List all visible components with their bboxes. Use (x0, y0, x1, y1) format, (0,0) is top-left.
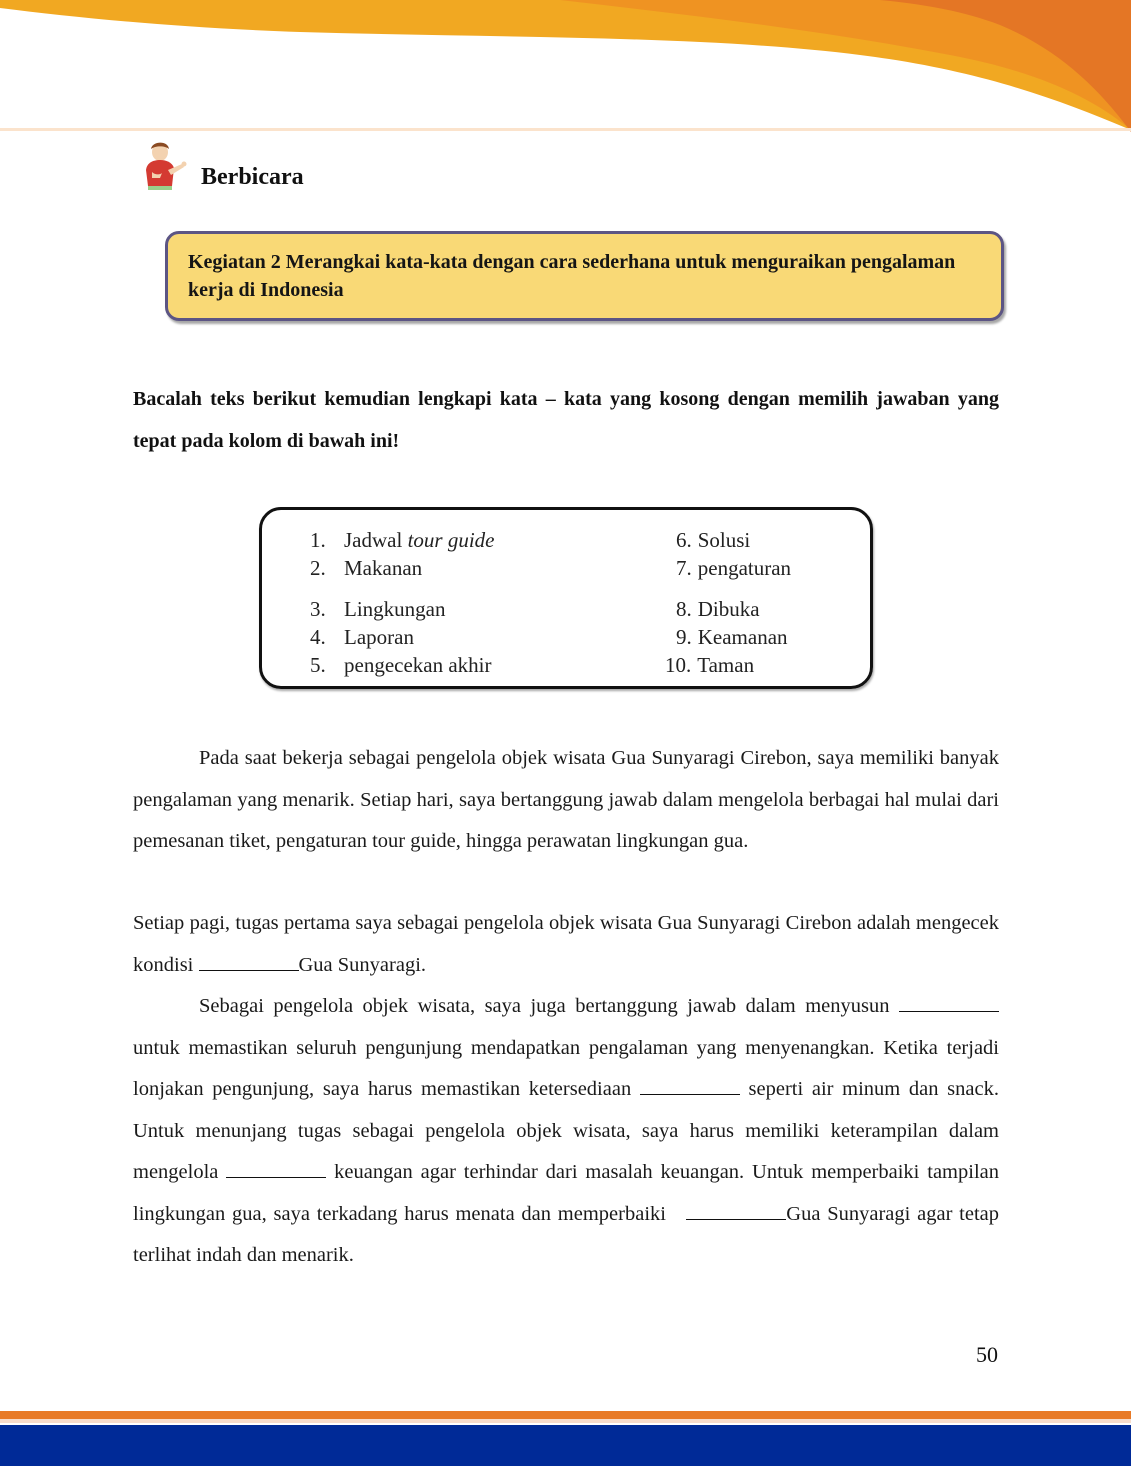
choice-item-3: 3. Lingkungan (310, 597, 446, 621)
header-rule (0, 128, 1131, 131)
fill-in-blank-1[interactable] (199, 952, 299, 971)
choice-item-1: 1. Jadwal tour guide (310, 528, 495, 552)
activity-title: Kegiatan 2 Merangkai kata-kata dengan cara sederhana untuk menguraikan pengalaman kerja di Indonesia (188, 251, 956, 301)
choice-item-9: 9. Keamanan (676, 625, 788, 649)
passage-paragraph-3: Sebagai pengelola objek wisata, saya juga bertanggung jawab dalam menyusun untuk memastikan seluruh pengunjung mendapatkan pengalaman yang menyenangkan. Ketika terjadi lonjakan pengunjung, saya harus memastikan ketersediaan seperti air minum dan snack. Untuk menunjang tugas sebagai pengelola objek wisata, saya harus memiliki keterampilan dalam mengelola keuangan agar terhindar dari masalah keuangan. Untuk memperbaiki tampilan lingkungan gua, saya terkadang harus menata dan memperbaiki Gua Sunyaragi agar tetap terlihat indah dan menarik. (133, 995, 1000, 1266)
answer-choices-box (259, 507, 873, 689)
choice-item-7: 7. pengaturan (676, 556, 792, 580)
choice-item-6: 6. Solusi (676, 528, 751, 552)
footer-cream-band (0, 1419, 1131, 1423)
instruction-text: Bacalah teks berikut kemudian lengkapi kata – kata yang kosong dengan memilih jawaban yang tepat pada kolom di bawah ini! (133, 388, 999, 452)
choice-item-5: 5. pengecekan akhir (310, 653, 492, 677)
speaking-person-icon (138, 140, 193, 195)
passage-paragraph-2: Setiap pagi, tugas pertama saya sebagai pengelola objek wisata Gua Sunyaragi Cirebon adalah mengecek kondisi Gua Sunyaragi. (133, 912, 999, 976)
fill-in-blank-2[interactable] (899, 993, 999, 1012)
choice-item-10: 10. Taman (665, 653, 755, 677)
fill-in-blank-4[interactable] (226, 1159, 326, 1178)
choice-item-4: 4. Laporan (310, 625, 414, 649)
footer-blue-band (0, 1425, 1131, 1466)
fill-in-blank-5[interactable] (686, 1201, 786, 1220)
activity-callout-box (165, 231, 1004, 321)
page-number: 50 (976, 1342, 998, 1367)
fill-in-blank-3[interactable] (640, 1076, 740, 1095)
choice-item-2: 2. Makanan (310, 556, 423, 580)
header-wave-decoration (0, 0, 1131, 135)
choice-item-8: 8. Dibuka (676, 597, 760, 621)
section-heading (138, 140, 304, 195)
passage-paragraph-1: Pada saat bekerja sebagai pengelola objek wisata Gua Sunyaragi Cirebon, saya memiliki banyak pengalaman yang menarik. Setiap hari, saya bertanggung jawab dalam mengelola berbagai hal mulai dari pemesanan tiket, pengaturan tour guide, hingga perawatan lingkungan gua. (133, 747, 999, 852)
footer-orange-band (0, 1411, 1131, 1419)
section-title: Berbicara (201, 164, 304, 190)
